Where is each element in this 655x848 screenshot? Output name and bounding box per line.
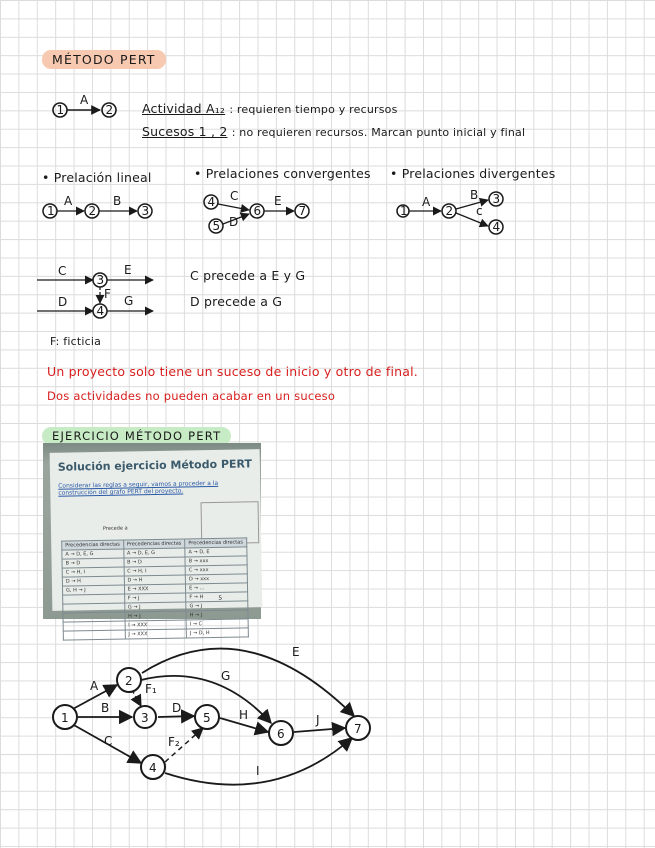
slide-table-cell: A → D, E, G [123, 548, 185, 558]
edge-label-A: A [90, 679, 99, 693]
edge-label-G: G [221, 669, 231, 683]
edge-label-H: H [239, 708, 249, 722]
def-edge-label: A [80, 93, 89, 107]
fictitious-caption: F: ficticia [50, 335, 102, 348]
def-node-2-label: 2 [105, 103, 114, 117]
slide-table-cell: J → XXX [125, 629, 187, 639]
node-2-label: 2 [125, 674, 133, 688]
activity-label: Actividad A₁₂ [142, 101, 226, 116]
svg-text:2: 2 [445, 204, 454, 218]
section-title-ejercicio: EJERCICIO MÉTODO PERT [42, 427, 231, 445]
svg-text:c: c [476, 204, 483, 218]
slide-header-2: Precedencias directas [123, 539, 185, 549]
svg-text:F: F [104, 287, 111, 301]
divergent-title: • Prelaciones divergentes [390, 166, 556, 181]
slide-table-cell: E → XXX [124, 584, 186, 594]
slide-table-cell: D → xxx [185, 574, 247, 584]
edge-label-C: C [104, 734, 113, 748]
edge-J [294, 728, 345, 732]
node-5 [195, 705, 219, 729]
slide-table-cell: B → D [62, 558, 124, 568]
slide-header-3: Precedencias directas [185, 538, 247, 548]
slide-table-cell: A → D, E, G [62, 549, 124, 559]
svg-text:7: 7 [298, 204, 307, 218]
slide-table-cell: B → xxx [185, 556, 247, 566]
svg-text:4: 4 [96, 304, 105, 318]
edge-label-D: D [172, 701, 182, 715]
edge-label-E: E [292, 645, 300, 659]
svg-text:A: A [422, 195, 431, 209]
slide-table-cell: G, H → J [62, 585, 124, 595]
svg-text:4: 4 [207, 195, 216, 209]
slide-table-cell: F → J [124, 593, 186, 603]
node-1 [53, 705, 77, 729]
node-2 [117, 668, 141, 692]
slide-table-cell: I → XXX [125, 620, 187, 630]
section-title-metodo-pert: MÉTODO PERT [42, 50, 166, 69]
fictitious-note-d: D precede a G [190, 294, 283, 309]
rule-line-1: Un proyecto solo tiene un suceso de inicio y otro de final. [47, 364, 418, 379]
node-6 [269, 721, 293, 745]
slide-table-cell: D → H [62, 576, 124, 586]
slide-table-cell: G → J [186, 601, 248, 611]
edge-label-J: J [316, 713, 320, 727]
svg-text:4: 4 [492, 220, 501, 234]
svg-text:6: 6 [253, 204, 262, 218]
svg-text:D: D [58, 295, 68, 309]
svg-text:C: C [230, 189, 239, 203]
slide-table-cell: B → D [124, 557, 186, 567]
svg-text:1: 1 [400, 204, 408, 218]
node-3-label: 3 [141, 711, 149, 725]
node-7 [346, 716, 370, 740]
rule-line-2: Dos actividades no pueden acabar en un suceso [47, 389, 336, 403]
slide-precede-label: Precede a [102, 525, 128, 532]
svg-text:G: G [124, 294, 134, 308]
slide-table-cell: G → J [124, 602, 186, 612]
convergent-title: • Prelaciones convergentes [194, 166, 371, 181]
slide-subtitle: Considerar las reglas a seguir, vamos a proceder a la construcción del grafo PERT del proyecto. [58, 479, 219, 497]
svg-text:B: B [113, 194, 122, 208]
svg-text:E: E [274, 194, 282, 208]
edge-label-B: B [101, 701, 110, 715]
slide-title: Solución ejercicio Método PERT [57, 457, 253, 474]
events-text: : no requieren recursos. Marcan punto inicial y final [231, 126, 526, 139]
svg-text:D: D [229, 215, 239, 229]
slide-table-cell: J → D, H [186, 628, 248, 638]
slide-page-number: 5 [218, 594, 223, 602]
node-3 [134, 706, 156, 728]
slide-table-cell: E → ... [186, 583, 248, 593]
node-6-label: 6 [277, 727, 285, 741]
node-5-label: 5 [203, 711, 211, 725]
slide-table-cell: H → J [124, 611, 186, 621]
edge-label-I: I [256, 764, 260, 778]
slide-table-cell: I → C [186, 619, 248, 629]
linear-title: • Prelación lineal [42, 170, 152, 185]
edge-F1 [132, 690, 141, 706]
slide-table-cell: A → D, E [185, 547, 247, 557]
slide-table-cell: C → xxx [185, 565, 247, 575]
svg-text:A: A [64, 194, 73, 208]
slide-table-cell: D → H [124, 575, 186, 585]
node-4-label: 4 [149, 761, 157, 775]
edge-label-F1: F₁ [145, 682, 157, 696]
svg-text:3: 3 [96, 273, 105, 287]
slide-header-1: Precedencias directas [62, 540, 124, 550]
activity-text: : requieren tiempo y recursos [229, 103, 398, 116]
def-node-1-label: 1 [56, 103, 65, 117]
fictitious-note-c: C precede a E y G [190, 268, 306, 283]
slide-table-cell: C → H, I [124, 566, 186, 576]
node-7-label: 7 [354, 722, 362, 736]
slide-table-cell: F → H [186, 592, 248, 602]
slide-table-cell: H → J [186, 610, 248, 620]
svg-text:2: 2 [88, 204, 97, 218]
svg-text:3: 3 [492, 192, 501, 206]
node-1-label: 1 [61, 711, 69, 725]
slide-table-cell: C → H, I [62, 567, 124, 577]
svg-text:B: B [470, 188, 479, 202]
events-label: Sucesos 1 , 2 [142, 124, 228, 139]
svg-text:E: E [124, 263, 132, 277]
svg-text:C: C [58, 264, 67, 278]
svg-text:5: 5 [212, 219, 221, 233]
svg-text:1: 1 [47, 204, 55, 218]
edge-D [158, 716, 194, 717]
node-4 [141, 755, 165, 779]
svg-text:3: 3 [141, 204, 150, 218]
edge-label-F2: F₂ [168, 735, 180, 749]
